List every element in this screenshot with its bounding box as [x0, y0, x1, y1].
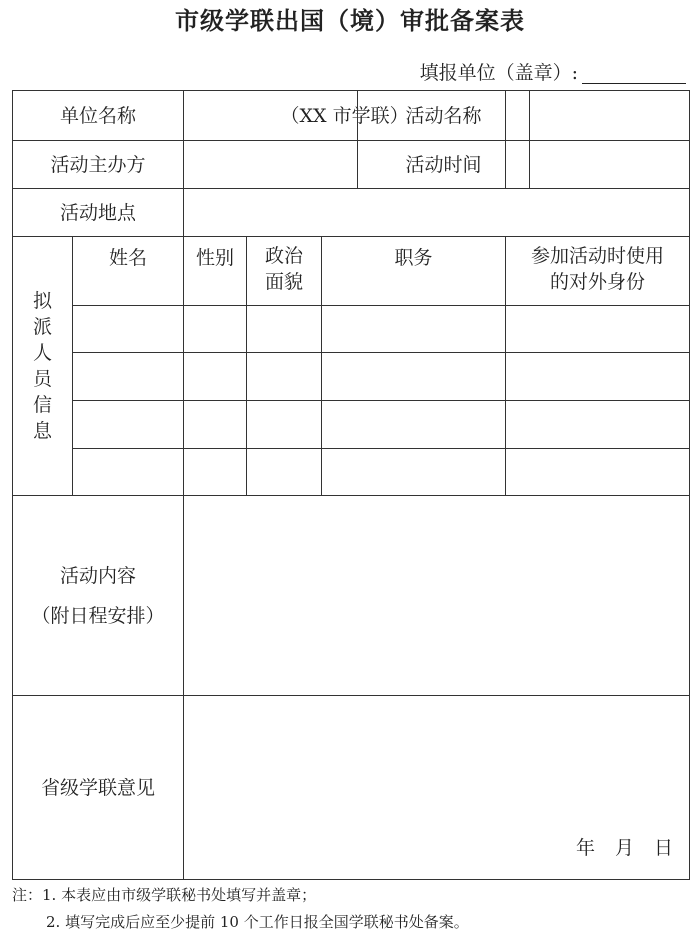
personnel-cell[interactable] — [247, 353, 322, 401]
header-political-line2: 面貌 — [265, 271, 304, 293]
unit-name-label: 单位名称 — [13, 91, 184, 141]
header-external-identity — [506, 237, 690, 306]
opinion-row — [13, 696, 690, 880]
personnel-section-label — [13, 237, 73, 496]
section-char: 息 — [32, 420, 52, 442]
personnel-cell[interactable] — [184, 306, 247, 353]
activity-time-label: 活动时间 — [405, 153, 482, 176]
header-identity-line2: 的对外身份 — [550, 271, 646, 293]
location-input[interactable] — [184, 189, 690, 237]
personnel-cell[interactable] — [73, 353, 184, 401]
personnel-cell[interactable] — [322, 449, 506, 496]
notes — [12, 882, 692, 936]
content-row — [13, 496, 690, 696]
personnel-cell[interactable] — [506, 401, 690, 449]
section-char: 人 — [32, 342, 52, 364]
personnel-row — [13, 353, 690, 401]
header-political-line1: 政治 — [265, 245, 304, 267]
filling-unit-blank[interactable] — [582, 83, 686, 84]
location-row — [13, 189, 690, 237]
personnel-row — [13, 306, 690, 353]
content-label-line1: 活动内容 — [60, 564, 137, 587]
activity-time-input[interactable] — [530, 140, 688, 187]
opinion-label: 省级学联意见 — [13, 696, 184, 880]
personnel-cell[interactable] — [184, 449, 247, 496]
opinion-input[interactable] — [184, 696, 690, 880]
personnel-cell[interactable] — [247, 449, 322, 496]
header-identity-line1: 参加活动时使用 — [531, 245, 665, 267]
organizer-label: 活动主办方 — [13, 141, 184, 189]
personnel-cell[interactable] — [184, 401, 247, 449]
page-title: 市级学联出国（境）审批备案表 — [175, 7, 525, 35]
filling-unit-label: 填报单位（盖章）: — [419, 62, 578, 84]
section-char: 信 — [32, 394, 52, 416]
section-char: 员 — [32, 368, 52, 390]
filling-unit-row — [420, 60, 686, 86]
personnel-cell[interactable] — [73, 306, 184, 353]
personnel-cell[interactable] — [506, 306, 690, 353]
location-label: 活动地点 — [13, 189, 184, 237]
unit-name-text: （XX 市学联） — [280, 104, 409, 127]
personnel-header-row — [13, 237, 690, 306]
personnel-cell[interactable] — [322, 401, 506, 449]
personnel-cell[interactable] — [506, 449, 690, 496]
opinion-date: 年 月 日 — [575, 837, 674, 859]
personnel-cell[interactable] — [184, 353, 247, 401]
personnel-cell[interactable] — [247, 306, 322, 353]
note-line-2: 2. 填写完成后应至少提前 10 个工作日报全国学联秘书处备案。 — [46, 913, 469, 931]
content-input[interactable] — [184, 496, 690, 696]
header-gender: 性别 — [184, 237, 247, 306]
personnel-cell[interactable] — [322, 353, 506, 401]
activity-name-label: 活动名称 — [405, 105, 482, 127]
personnel-row — [13, 401, 690, 449]
personnel-cell[interactable] — [322, 306, 506, 353]
section-char: 派 — [32, 316, 52, 338]
content-label-line2: （附日程安排） — [31, 604, 165, 627]
approval-form-table — [12, 90, 690, 880]
personnel-cell[interactable] — [247, 401, 322, 449]
personnel-cell[interactable] — [73, 449, 184, 496]
section-char: 拟 — [32, 290, 52, 312]
personnel-cell[interactable] — [73, 401, 184, 449]
note-line-1: 注：1. 本表应由市级学联秘书处填写并盖章； — [12, 886, 317, 904]
content-label — [13, 496, 184, 696]
activity-name-input[interactable] — [530, 91, 688, 138]
header-political-status — [247, 237, 322, 306]
header-position: 职务 — [322, 237, 506, 306]
personnel-cell[interactable] — [506, 353, 690, 401]
personnel-row — [13, 449, 690, 496]
header-name: 姓名 — [73, 237, 184, 306]
